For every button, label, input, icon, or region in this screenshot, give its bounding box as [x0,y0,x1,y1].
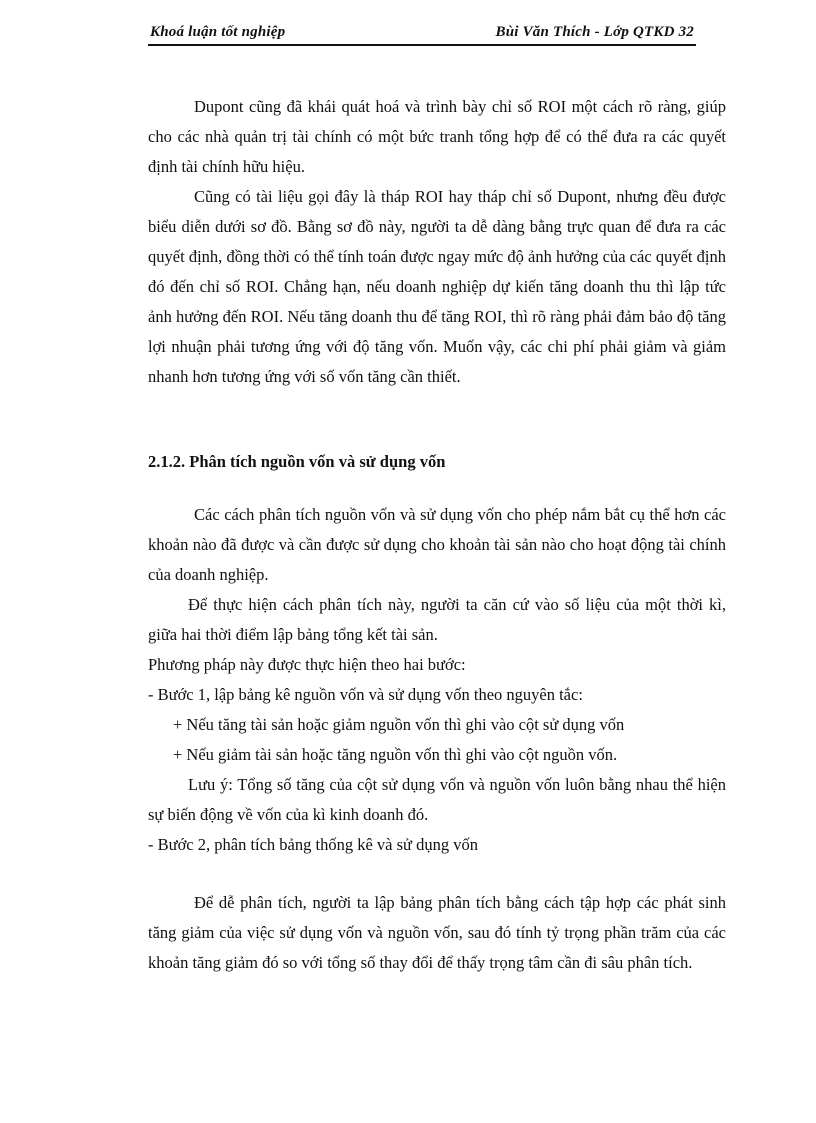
header-author-class: Bùi Văn Thích - Lớp QTKD 32 [495,24,694,40]
rule-source-of-capital: + Nếu giảm tài sản hoặc tăng nguồn vốn thì ghi vào cột nguồn vốn. [173,745,618,764]
paragraph-capital-intro: Các cách phân tích nguồn vốn và sử dụng vốn cho phép nắm bắt cụ thể hơn các khoản nào đã được và cần được sử dụng cho khoản tài sản nào cho hoạt động tài chính của doanh nghiệp. [148,505,726,584]
header-thesis-title: Khoá luận tốt nghiệp [150,24,286,40]
paragraph-note: Lưu ý: Tổng số tăng của cột sử dụng vốn và nguồn vốn luôn bằng nhau thể hiện sự biến động về vốn của kì kinh doanh đó. [148,775,726,824]
paragraph-method-basis: Để thực hiện cách phân tích này, người ta căn cứ vào số liệu của một thời kì, giữa hai thời điểm lập bảng tổng kết tài sản. [148,595,726,644]
rule-use-of-capital: + Nếu tăng tài sản hoặc giảm nguồn vốn thì ghi vào cột sử dụng vốn [173,715,625,734]
paragraph-dupont-intro: Dupont cũng đã khái quát hoá và trình bày chỉ số ROI một cách rõ ràng, giúp cho các nhà quản trị tài chính có một bức tranh tổng hợp để có thể đưa ra các quyết định tài chính hữu hiệu. [148,97,726,176]
paragraph-analysis-table: Để dễ phân tích, người ta lập bảng phân tích bằng cách tập hợp các phát sinh tăng giảm của việc sử dụng vốn và nguồn vốn, sau đó tính tỷ trọng phần trăm của các khoản tăng giảm đó so với tổng số thay đổi để thấy trọng tâm cần đi sâu phân tích. [148,893,726,972]
paragraph-step-1: - Bước 1, lập bảng kê nguồn vốn và sử dụng vốn theo nguyên tắc: [148,685,583,704]
page-header [148,22,696,46]
paragraph-step-2: - Bước 2, phân tích bảng thống kê và sử dụng vốn [148,835,478,854]
paragraph-roi-tower: Cũng có tài liệu gọi đây là tháp ROI hay tháp chỉ số Dupont, nhưng đều được biểu diễn dưới sơ đồ. Bằng sơ đồ này, người ta dễ dàng bằng trực quan để đưa ra các quyết định, đồng thời có thể tính toán được ngay mức độ ảnh hưởng của các quyết định đó đến chỉ số ROI. Chẳng hạn, nếu doanh nghiệp dự kiến tăng doanh thu thì lập tức ảnh hưởng đến ROI. Nếu tăng doanh thu để tăng ROI, thì rõ ràng phải đảm bảo độ tăng lợi nhuận phải tương ứng với độ tăng vốn. Muốn vậy, các chi phí phải giảm và giảm nhanh hơn tương ứng với số vốn tăng cần thiết. [148,187,726,386]
section-heading-2-1-2: 2.1.2. Phân tích nguồn vốn và sử dụng vốn [148,452,446,471]
paragraph-two-steps: Phương pháp này được thực hiện theo hai bước: [148,655,466,674]
section-capital-analysis [148,500,726,860]
section-dupont [148,92,726,392]
section-analysis-table [148,888,726,978]
